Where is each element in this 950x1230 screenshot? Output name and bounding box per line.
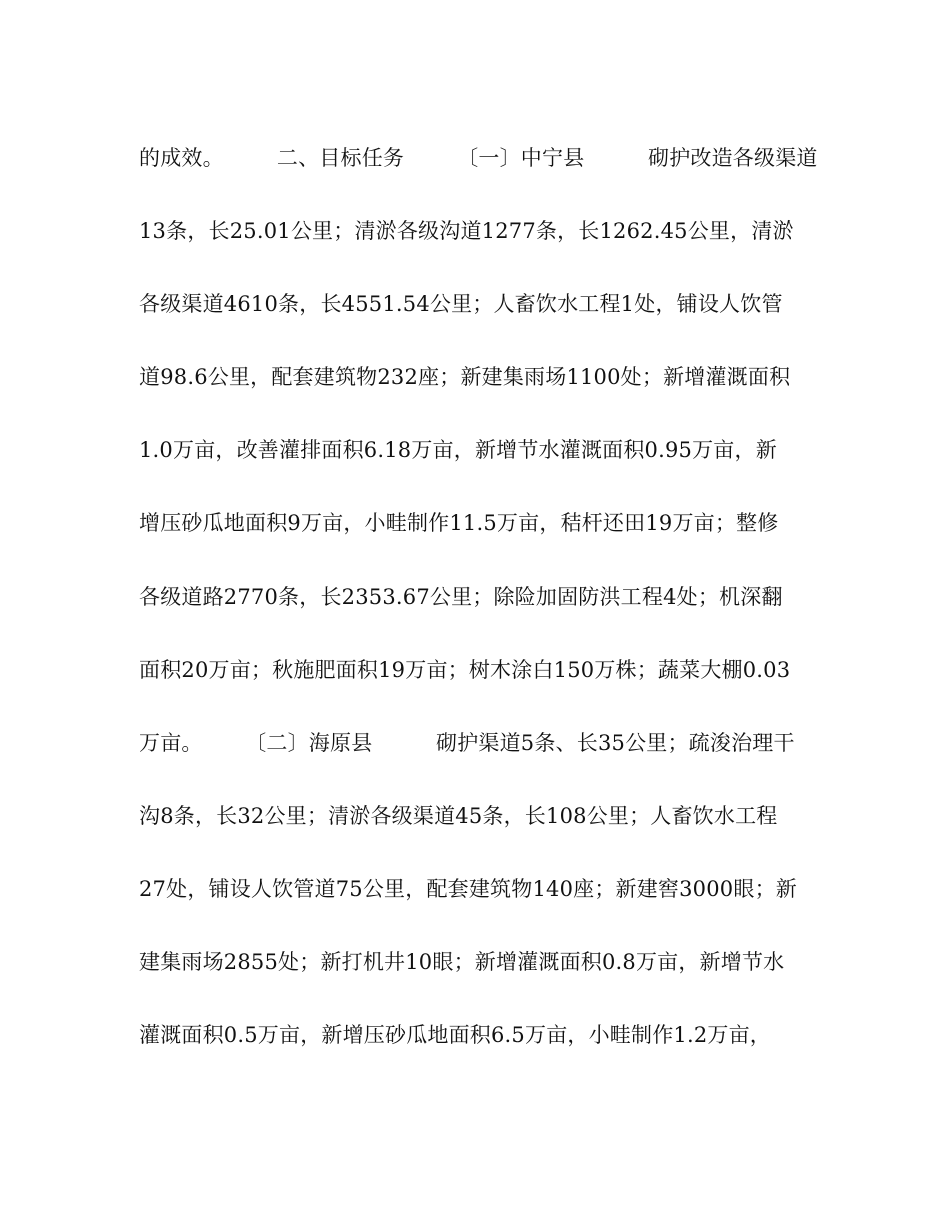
text-line-11: 27处，铺设人饮管道75公里，配套建筑物140座；新建窖3000眼；新 — [139, 876, 797, 901]
text-line-6: 增压砂瓜地面积9万亩，小畦制作11.5万亩，秸杆还田19万亩；整修 — [139, 511, 779, 536]
text-line-12: 建集雨场2855处；新打机井10眼；新增灌溉面积0.8万亩，新增节水 — [139, 950, 785, 975]
text-line-1: 的成效。 二、目标任务 〔一〕中宁县 砌护改造各级渠道 — [139, 146, 818, 170]
text-line-10: 沟8条，长32公里；清淤各级渠道45条，长108公里；人畜饮水工程 — [139, 803, 778, 828]
text-line-5: 1.0万亩，改善灌排面积6.18万亩，新增节水灌溉面积0.95万亩，新 — [139, 438, 777, 463]
text-line-2: 13条，长25.01公里；清淤各级沟道1277条，长1262.45公里，清淤 — [139, 219, 794, 244]
text-line-3: 各级渠道4610条，长4551.54公里；人畜饮水工程1处，铺设人饮管 — [139, 292, 783, 317]
text-line-8: 面积20万亩；秋施肥面积19万亩；树木涂白150万株；蔬菜大棚0.03 — [139, 657, 791, 682]
text-line-13: 灌溉面积0.5万亩，新增压砂瓜地面积6.5万亩，小畦制作1.2万亩， — [139, 1023, 771, 1048]
text-line-7: 各级道路2770条，长2353.67公里；除险加固防洪工程4处；机深翻 — [139, 584, 783, 609]
body-text — [139, 138, 819, 1088]
text-line-9: 万亩。 〔二〕海原县 砌护渠道5条、长35公里；疏浚治理干 — [139, 730, 795, 755]
text-line-4: 道98.6公里，配套建筑物232座；新建集雨场1100处；新增灌溉面积 — [139, 365, 791, 390]
